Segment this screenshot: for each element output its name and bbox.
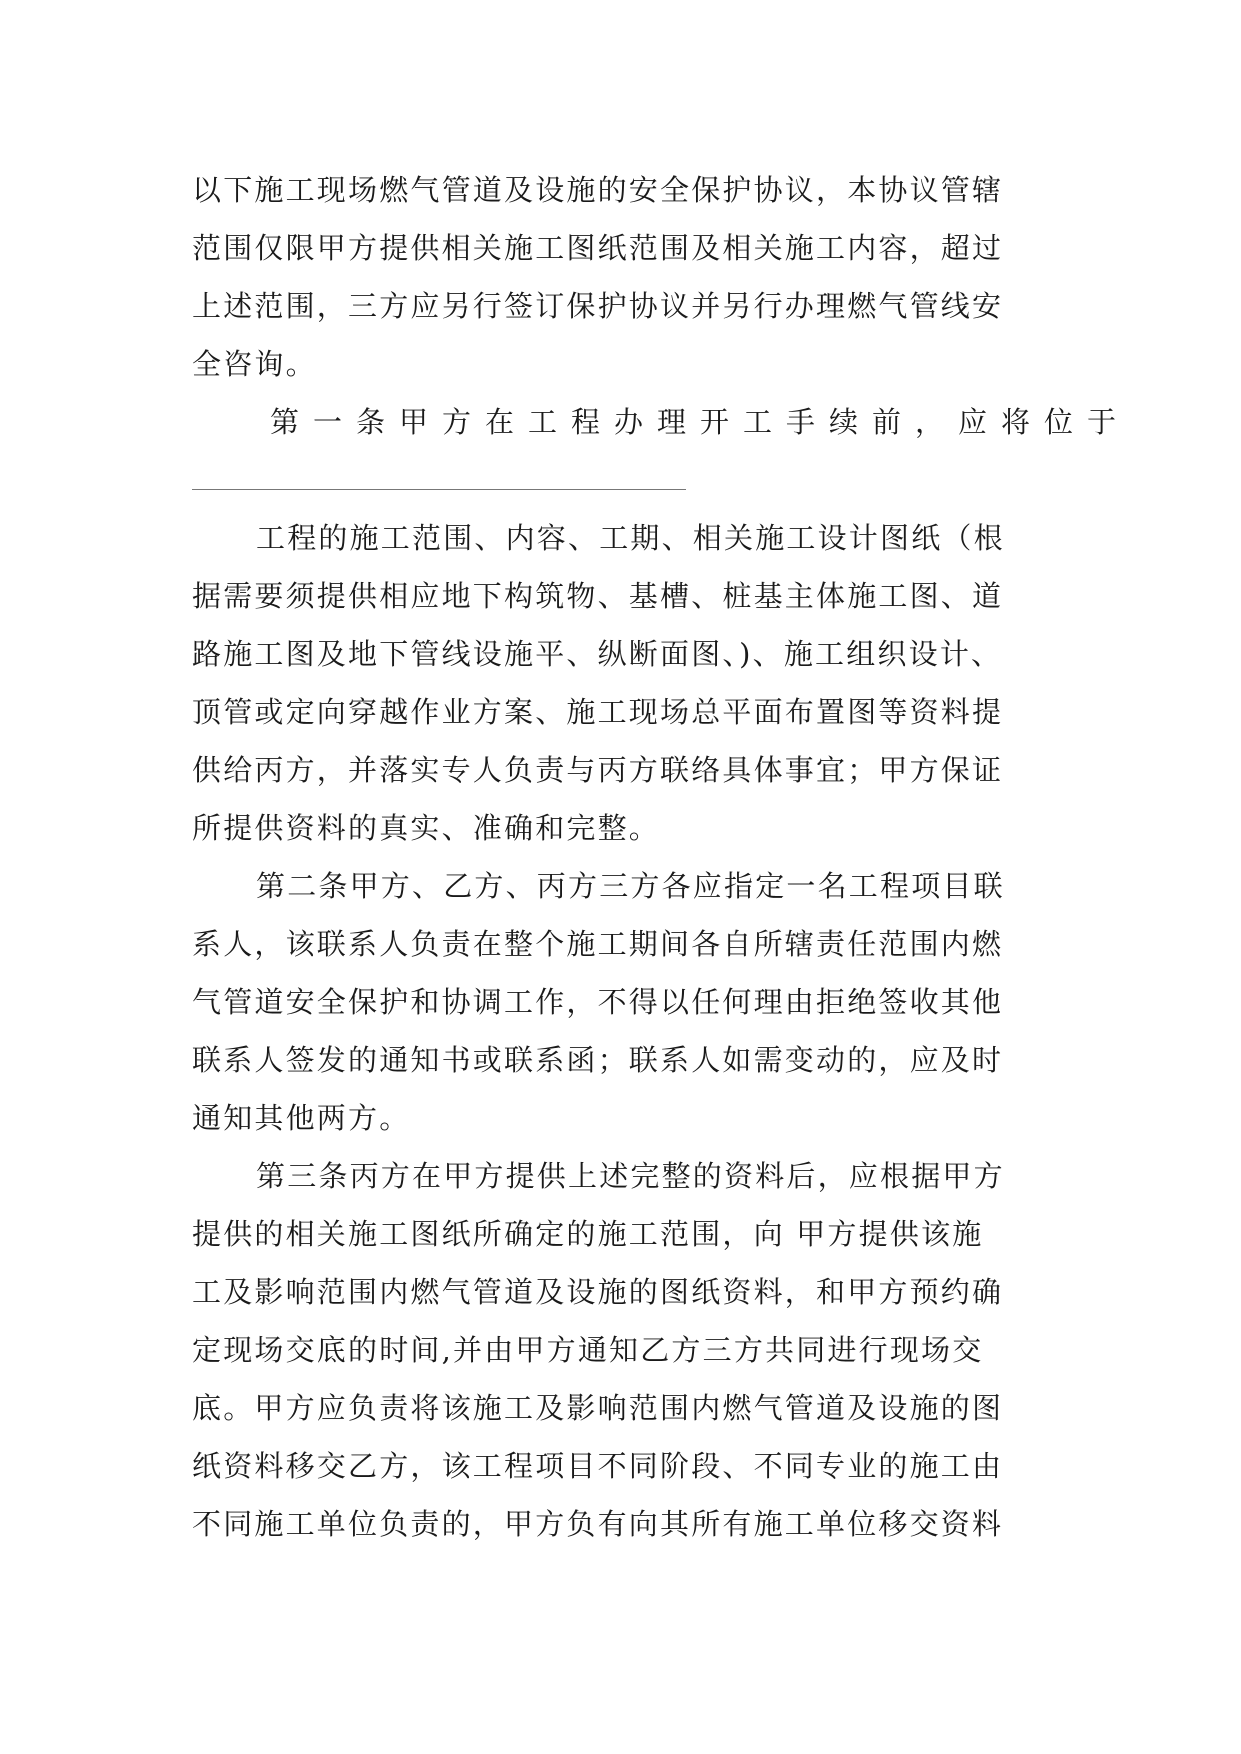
- text-line: 第二条甲方、乙方、丙方三方各应指定一名工程项目联: [256, 869, 1005, 903]
- text-line: 所提供资料的真实、准确和完整。: [192, 811, 661, 845]
- text-line: 路施工图及地下管线设施平、纵断面图、)、施工组织设计、: [192, 637, 1003, 671]
- text-line: 以下施工现场燃气管道及设施的安全保护协议，本协议管辖: [192, 173, 1004, 207]
- text-line: 据需要须提供相应地下构筑物、基槽、桩基主体施工图、道: [192, 579, 1004, 613]
- text-line: 气管道安全保护和协调工作，不得以任何理由拒绝签收其他: [192, 985, 1004, 1019]
- text-line: 提供的相关施工图纸所确定的施工范围，向 甲方提供该施: [192, 1217, 984, 1251]
- article-1-heading-line: 第一条甲方在工程办理开工手续前，应将位于: [270, 405, 1131, 439]
- text-line: 范围仅限甲方提供相关施工图纸范围及相关施工内容，超过: [192, 231, 1004, 265]
- text-line: 顶管或定向穿越作业方案、施工现场总平面布置图等资料提: [192, 695, 1004, 729]
- blank-fill-underline: [192, 489, 686, 490]
- text-line: 系人，该联系人负责在整个施工期间各自所辖责任范围内燃: [192, 927, 1004, 961]
- text-line: 通知其他两方。: [192, 1101, 411, 1135]
- text-line: 定现场交底的时间,并由甲方通知乙方三方共同进行现场交: [192, 1333, 984, 1367]
- text-line: 第三条丙方在甲方提供上述完整的资料后，应根据甲方: [256, 1159, 1005, 1193]
- text-line: 联系人签发的通知书或联系函；联系人如需变动的，应及时: [192, 1043, 1004, 1077]
- text-line: 工及影响范围内燃气管道及设施的图纸资料，和甲方预约确: [192, 1275, 1004, 1309]
- text-line: 工程的施工范围、内容、工期、相关施工设计图纸（根: [256, 521, 1005, 555]
- text-line: 纸资料移交乙方，该工程项目不同阶段、不同专业的施工由: [192, 1449, 1004, 1483]
- text-line: 上述范围，三方应另行签订保护协议并另行办理燃气管线安: [192, 289, 1004, 323]
- text-line: 供给丙方，并落实专人负责与丙方联络具体事宜；甲方保证: [192, 753, 1004, 787]
- text-line: 不同施工单位负责的，甲方负有向其所有施工单位移交资料: [192, 1507, 1004, 1541]
- text-line: 底。甲方应负责将该施工及影响范围内燃气管道及设施的图: [192, 1391, 1004, 1425]
- text-line: 全咨询。: [192, 347, 317, 381]
